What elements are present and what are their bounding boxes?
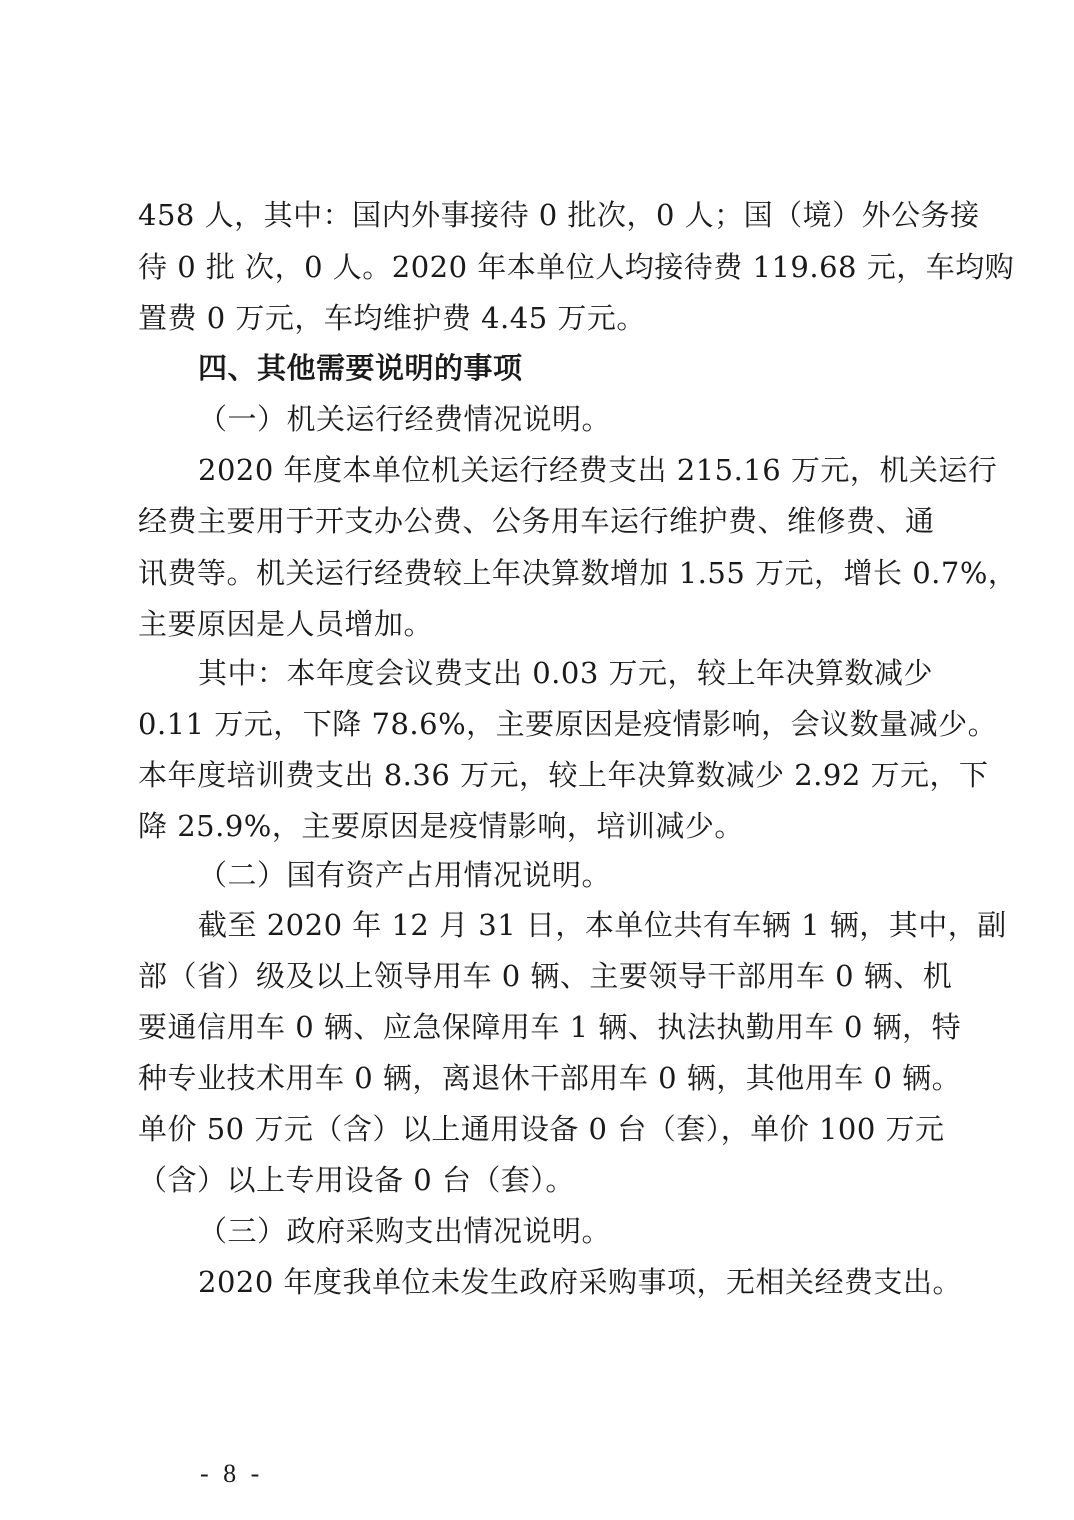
text-line: 部（省）级及以上领导用车 0 辆、主要领导干部用车 0 辆、机 [138,959,953,993]
text-line: 其中：本年度会议费支出 0.03 万元，较上年决算数减少 [198,656,934,690]
text-line: 经费主要用于开支办公费、公务用车运行维护费、维修费、通 [138,504,935,538]
section-heading: 四、其他需要说明的事项 [198,351,523,385]
text-line: 要通信用车 0 辆、应急保障用车 1 辆、执法执勤用车 0 辆，特 [138,1010,962,1044]
text-line: 2020 年度我单位未发生政府采购事项，无相关经费支出。 [198,1265,963,1299]
text-line: （含）以上专用设备 0 台（套）。 [138,1163,575,1197]
text-line: 讯费等。机关运行经费较上年决算数增加 1.55 万元，增长 0.7%， [138,556,1018,590]
subsection-heading: （三）政府采购支出情况说明。 [198,1214,612,1248]
text-line: 截至 2020 年 12 月 31 日，本单位共有车辆 1 辆，其中，副 [198,908,1007,942]
subsection-heading: （一）机关运行经费情况说明。 [198,402,612,436]
text-line: 主要原因是人员增加。 [138,607,434,641]
text-line: 单价 50 万元（含）以上通用设备 0 台（套），单价 100 万元 [138,1112,945,1146]
text-line: 种专业技术用车 0 辆，离退休干部用车 0 辆，其他用车 0 辆。 [138,1061,962,1095]
text-line: 0.11 万元，下降 78.6%，主要原因是疫情影响，会议数量减少。 [138,707,998,741]
text-line: 置费 0 万元，车均维护费 4.45 万元。 [138,301,646,335]
text-line: 2020 年度本单位机关运行经费支出 215.16 万元，机关运行 [198,453,998,487]
text-line: 458 人，其中：国内外事接待 0 批次，0 人；国（境）外公务接 [138,198,980,232]
page-number: - 8 - [200,1459,264,1488]
subsection-heading: （二）国有资产占用情况说明。 [198,858,612,892]
text-line: 待 0 批 次，0 人。2020 年本单位人均接待费 119.68 元，车均购 [138,250,1015,284]
text-line: 本年度培训费支出 8.36 万元，较上年决算数减少 2.92 万元，下 [138,758,989,792]
text-line: 降 25.9%，主要原因是疫情影响，培训减少。 [138,809,744,843]
